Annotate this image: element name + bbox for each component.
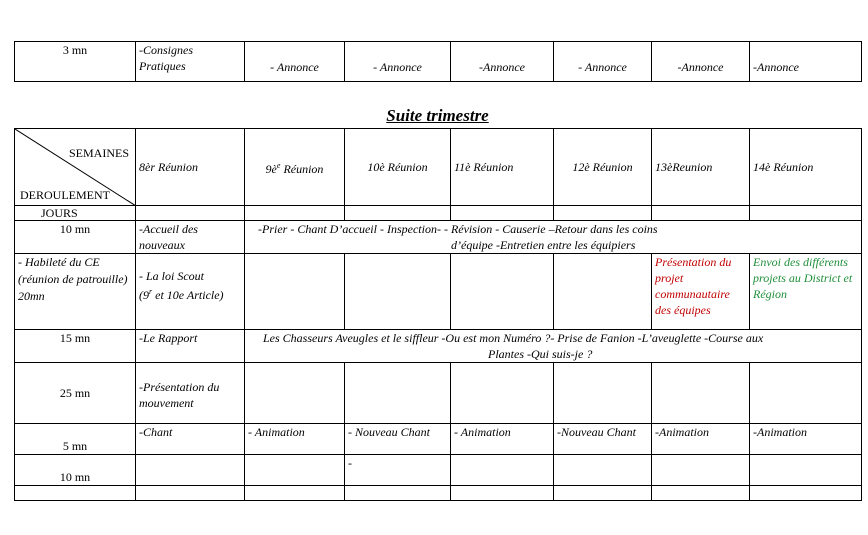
annonce-cell: -Annonce: [750, 42, 862, 82]
header-row: [15, 129, 862, 206]
activity-cell: - Animation: [245, 424, 345, 455]
annonce-cell: -Annonce: [451, 42, 554, 82]
activity-cell: -Animation: [750, 424, 862, 455]
semaines-label: SEMAINES: [68, 146, 129, 160]
table-row: [15, 455, 862, 486]
deroulement-label: DEROULEMENT: [20, 188, 110, 202]
annonce-cell: - Annonce: [554, 42, 652, 82]
table-row: [15, 221, 862, 254]
activity-cell: -Nouveau Chant: [554, 424, 652, 455]
span-activity-cell: Les Chasseurs Aveugles et le siffleur -Ou est mon Numéro ?- Prise de Fanion -L’aveuglette -Course aux Plantes -Qui suis-je ?: [245, 330, 862, 363]
schedule-table: [14, 128, 862, 501]
time-cell: 3 mn: [15, 42, 136, 82]
dash-cell: -: [345, 455, 451, 486]
week-header: 8èr Réunion: [136, 129, 245, 206]
activity-cell: - La loi Scout (9$^r$ et 10e Article): [136, 254, 245, 330]
table-row: [15, 486, 862, 501]
time-cell: 15 mn: [15, 330, 136, 363]
activity-cell: -Consignes Pratiques: [136, 42, 245, 82]
table-row: [15, 42, 862, 82]
time-cell: 10 mn: [15, 455, 136, 486]
week-header: 11è Réunion: [451, 129, 554, 206]
activity-cell: -Animation: [652, 424, 750, 455]
activity-cell: -Accueil des nouveaux: [136, 221, 245, 254]
time-cell: - Habileté du CE (réunion de patrouille) 20mn: [15, 254, 136, 330]
jours-label: JOURS: [15, 206, 136, 221]
activity-cell: - Nouveau Chant: [345, 424, 451, 455]
section-title: Suite trimestre: [386, 106, 489, 125]
week-header: 14è Réunion: [750, 129, 862, 206]
table-row: [15, 254, 862, 330]
week-header: 12è Réunion: [554, 129, 652, 206]
green-note-cell: Envoi des différents projets au District et Région: [750, 254, 862, 330]
table-row: [15, 330, 862, 363]
activity-cell: -Présentation du mouvement: [136, 363, 245, 424]
consignes-table: [14, 41, 862, 82]
table-row: [15, 363, 862, 424]
activity-cell: -Chant: [136, 424, 245, 455]
annonce-cell: -Annonce: [652, 42, 750, 82]
corner-header: [15, 129, 136, 206]
annonce-cell: - Annonce: [345, 42, 451, 82]
activity-cell: - Animation: [451, 424, 554, 455]
week-header: 10è Réunion: [345, 129, 451, 206]
week-header: 13èReunion: [652, 129, 750, 206]
span-activity-cell: -Prier - Chant D’accueil - Inspection- - Révision - Causerie –Retour dans les coins d’équipe -Entretien entre les équipiers: [245, 221, 862, 254]
week-header: $9è^e$ Réunion: [245, 129, 345, 206]
table-row: [15, 424, 862, 455]
time-cell: 10 mn: [15, 221, 136, 254]
time-cell: 5 mn: [15, 424, 136, 455]
red-note-cell: Présentation du projet communautaire des équipes: [652, 254, 750, 330]
activity-cell: -Le Rapport: [136, 330, 245, 363]
annonce-cell: - Annonce: [245, 42, 345, 82]
time-cell: 25 mn: [15, 363, 136, 424]
jours-row: [15, 206, 862, 221]
